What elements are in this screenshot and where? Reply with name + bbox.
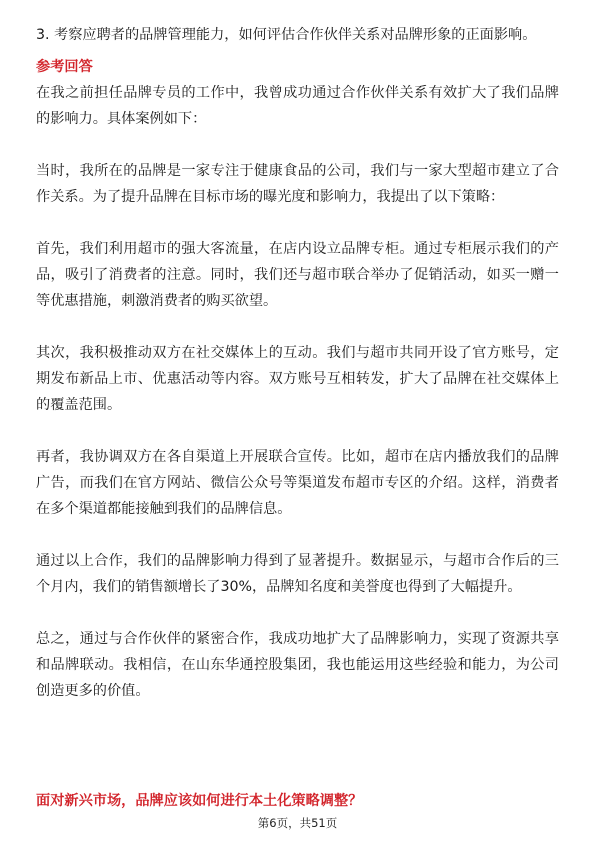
answer-paragraph: 再者，我协调双方在各自渠道上开展联合宣传。比如，超市在店内播放我们的品牌广告，而我们在官方网站、微信公众号等渠道发布超市专区的介绍。这样，消费者在多个渠道都能接触到我们的品牌信息。 — [36, 449, 559, 517]
document-body — [36, 22, 559, 704]
answer-paragraph: 在我之前担任品牌专员的工作中，我曾成功通过合作伙伴关系有效扩大了我们品牌的影响力。具体案例如下： — [36, 85, 559, 127]
answer-paragraph: 首先，我们利用超市的强大客流量，在店内设立品牌专柜。通过专柜展示我们的产品，吸引了消费者的注意。同时，我们还与超市联合举办了促销活动，如买一赠一等优惠措施，刺激消费者的购买欲望。 — [36, 241, 559, 309]
answer-paragraph: 通过以上合作，我们的品牌影响力得到了显著提升。数据显示，与超市合作后的三个月内，我们的销售额增长了30%，品牌知名度和美誉度也得到了大幅提升。 — [36, 553, 559, 595]
answer-body — [36, 80, 559, 704]
answer-paragraph: 当时，我所在的品牌是一家专注于健康食品的公司，我们与一家大型超市建立了合作关系。为了提升品牌在目标市场的曝光度和影响力，我提出了以下策略： — [36, 163, 559, 205]
answer-paragraph: 其次，我积极推动双方在社交媒体上的互动。我们与超市共同开设了官方账号，定期发布新品上市、优惠活动等内容。双方账号互相转发，扩大了品牌在社交媒体上的覆盖范围。 — [36, 345, 559, 413]
next-question-heading: 面对新兴市场，品牌应该如何进行本土化策略调整？ — [36, 793, 363, 809]
page-number: 第6页，共51页 — [257, 816, 338, 830]
answer-label: 参考回答 — [36, 59, 93, 75]
question-heading: 3. 考察应聘者的品牌管理能力，如何评估合作伙伴关系对品牌形象的正面影响。 — [36, 27, 537, 43]
answer-paragraph: 总之，通过与合作伙伴的紧密合作，我成功地扩大了品牌影响力，实现了资源共享和品牌联动。我相信，在山东华通控股集团，我也能运用这些经验和能力，为公司创造更多的价值。 — [36, 631, 559, 699]
